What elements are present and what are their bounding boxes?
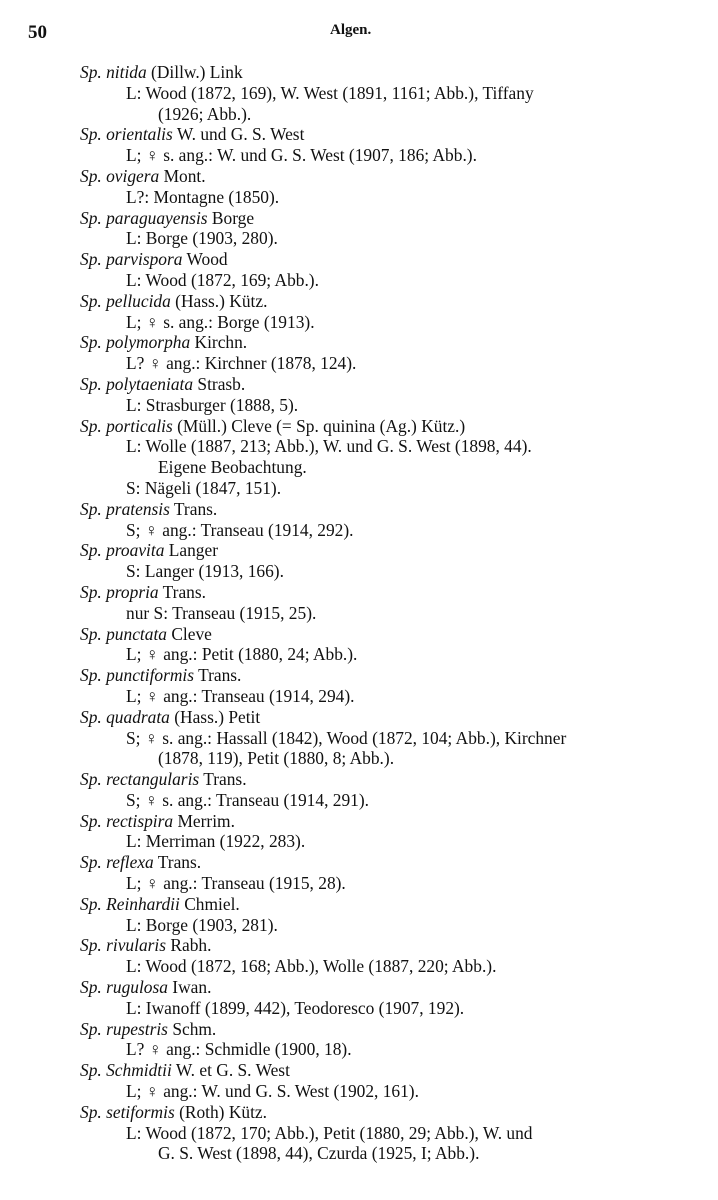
reference-line: G. S. West (1898, 44), Czurda (1925, I; Abb.).: [158, 1143, 480, 1164]
genus-abbreviation: Sp.: [80, 165, 102, 186]
species-entry: [80, 852, 690, 894]
species-authority: Wood: [182, 249, 228, 270]
reference-line: L; ♀ ang.: Petit (1880, 24; Abb.).: [126, 644, 358, 665]
species-name-line: [80, 62, 690, 83]
reference-line: L; ♀ s. ang.: Borge (1913).: [126, 311, 315, 332]
species-name-line: [80, 208, 690, 229]
genus-abbreviation: Sp.: [80, 769, 102, 790]
genus-abbreviation: Sp.: [80, 852, 102, 873]
genus-abbreviation: Sp.: [80, 540, 102, 561]
genus-abbreviation: Sp.: [80, 810, 102, 831]
genus-abbreviation: Sp.: [80, 415, 102, 436]
reference-line: S: Nägeli (1847, 151).: [126, 477, 282, 498]
reference-line: L; ♀ ang.: W. und G. S. West (1902, 161).: [126, 1081, 419, 1102]
species-epithet: punctiformis: [106, 665, 195, 686]
genus-abbreviation: Sp.: [80, 893, 102, 914]
species-entry: [80, 977, 690, 1019]
species-epithet: rectispira: [106, 810, 174, 831]
species-entry: [80, 1102, 690, 1164]
reference-line: S; ♀ s. ang.: Hassall (1842), Wood (1872, 104; Abb.), Kirchner: [126, 727, 567, 748]
page-number: 50: [28, 22, 47, 43]
species-authority: W. und G. S. West: [172, 124, 305, 145]
species-name-line: [80, 374, 690, 395]
reference-line: L: Wood (1872, 170; Abb.), Petit (1880, 29; Abb.), W. und: [126, 1122, 533, 1143]
species-name-line: [80, 499, 690, 520]
species-entry: [80, 1060, 690, 1102]
reference-line: L; ♀ ang.: Transeau (1915, 28).: [126, 873, 346, 894]
reference-line: L: Borge (1903, 281).: [126, 914, 278, 935]
reference-line: L: Wood (1872, 169), W. West (1891, 1161; Abb.), Tiffany: [126, 82, 534, 103]
species-entry: [80, 124, 690, 166]
reference-line: L? ♀ ang.: Schmidle (1900, 18).: [126, 1039, 352, 1060]
species-authority: Iwan.: [167, 977, 212, 998]
species-epithet: rupestris: [106, 1018, 168, 1039]
reference-line: S; ♀ ang.: Transeau (1914, 292).: [126, 519, 354, 540]
genus-abbreviation: Sp.: [80, 1060, 102, 1081]
species-authority: Strasb.: [193, 373, 246, 394]
species-epithet: reflexa: [106, 852, 154, 873]
genus-abbreviation: Sp.: [80, 373, 102, 394]
species-name-line: [80, 1060, 690, 1081]
species-authority: Mont.: [159, 165, 206, 186]
species-authority: Rabh.: [166, 935, 212, 956]
reference-line: L; ♀ s. ang.: W. und G. S. West (1907, 186; Abb.).: [126, 145, 477, 166]
genus-abbreviation: Sp.: [80, 332, 102, 353]
species-epithet: rugulosa: [106, 977, 168, 998]
species-authority: Cleve: [166, 623, 212, 644]
genus-abbreviation: Sp.: [80, 935, 102, 956]
species-authority: Kirchn.: [190, 332, 248, 353]
species-authority: Schm.: [167, 1018, 217, 1039]
species-name-line: [80, 332, 690, 353]
reference-line: L: Iwanoff (1899, 442), Teodoresco (1907, 192).: [126, 997, 465, 1018]
page-header: [0, 22, 718, 46]
species-name-line: [80, 1102, 690, 1123]
species-epithet: parvispora: [106, 249, 183, 270]
genus-abbreviation: Sp.: [80, 706, 102, 727]
species-authority: Trans.: [199, 769, 247, 790]
genus-abbreviation: Sp.: [80, 290, 102, 311]
species-name-line: [80, 811, 690, 832]
reference-line: (1926; Abb.).: [158, 103, 252, 124]
genus-abbreviation: Sp.: [80, 623, 102, 644]
species-name-line: [80, 166, 690, 187]
species-entry: [80, 208, 690, 250]
species-name-line: [80, 852, 690, 873]
species-entry: [80, 540, 690, 582]
species-epithet: polytaeniata: [106, 373, 194, 394]
species-epithet: setiformis: [106, 1101, 175, 1122]
species-name-line: [80, 769, 690, 790]
reference-line: L; ♀ ang.: Transeau (1914, 294).: [126, 685, 355, 706]
species-list: [80, 62, 690, 1164]
species-entry: [80, 707, 690, 769]
species-entry: [80, 332, 690, 374]
species-entry: [80, 935, 690, 977]
species-epithet: orientalis: [106, 124, 173, 145]
species-name-line: [80, 707, 690, 728]
species-epithet: Reinhardii: [106, 893, 180, 914]
genus-abbreviation: Sp.: [80, 124, 102, 145]
species-entry: [80, 62, 690, 124]
reference-line: L: Borge (1903, 280).: [126, 228, 278, 249]
species-authority: Trans.: [169, 498, 218, 519]
reference-line: L: Wolle (1887, 213; Abb.), W. und G. S. West (1898, 44).: [126, 436, 532, 457]
genus-abbreviation: Sp.: [80, 665, 102, 686]
genus-abbreviation: Sp.: [80, 249, 102, 270]
genus-abbreviation: Sp.: [80, 207, 102, 228]
species-entry: [80, 416, 690, 499]
reference-line: L: Wood (1872, 168; Abb.), Wolle (1887, 220; Abb.).: [126, 956, 497, 977]
reference-line: L: Merriman (1922, 283).: [126, 831, 306, 852]
species-entry: [80, 811, 690, 853]
reference-line: Eigene Beobachtung.: [158, 457, 307, 478]
genus-abbreviation: Sp.: [80, 977, 102, 998]
species-name-line: [80, 124, 690, 145]
species-name-line: [80, 665, 690, 686]
species-authority: Trans.: [153, 852, 202, 873]
genus-abbreviation: Sp.: [80, 1101, 102, 1122]
species-entry: [80, 894, 690, 936]
species-name-line: [80, 249, 690, 270]
species-entry: [80, 374, 690, 416]
species-authority: Langer: [164, 540, 218, 561]
species-epithet: pratensis: [106, 498, 170, 519]
genus-abbreviation: Sp.: [80, 1018, 102, 1039]
reference-line: S: Langer (1913, 166).: [126, 561, 284, 582]
species-epithet: propria: [106, 581, 159, 602]
reference-line: L?: Montagne (1850).: [126, 186, 280, 207]
species-authority: Trans.: [194, 665, 242, 686]
species-name-line: [80, 977, 690, 998]
species-epithet: ovigera: [106, 165, 160, 186]
species-name-line: [80, 624, 690, 645]
genus-abbreviation: Sp.: [80, 498, 102, 519]
species-entry: [80, 769, 690, 811]
species-epithet: Schmidtii: [106, 1060, 172, 1081]
reference-line: L: Strasburger (1888, 5).: [126, 394, 299, 415]
species-name-line: [80, 582, 690, 603]
species-name-line: [80, 540, 690, 561]
species-authority: Trans.: [158, 581, 206, 602]
reference-line: L: Wood (1872, 169; Abb.).: [126, 269, 319, 290]
species-epithet: proavita: [106, 540, 165, 561]
species-entry: [80, 582, 690, 624]
species-authority: (Müll.) Cleve (= Sp. quinina (Ag.) Kütz.): [172, 415, 466, 436]
reference-line: L? ♀ ang.: Kirchner (1878, 124).: [126, 353, 357, 374]
species-entry: [80, 166, 690, 208]
genus-abbreviation: Sp.: [80, 62, 102, 82]
species-epithet: rivularis: [106, 935, 167, 956]
species-authority: (Hass.) Kütz.: [170, 290, 268, 311]
species-epithet: quadrata: [106, 706, 170, 727]
species-epithet: rectangularis: [106, 769, 200, 790]
species-entry: [80, 665, 690, 707]
species-entry: [80, 499, 690, 541]
species-entry: [80, 249, 690, 291]
species-authority: Merrim.: [173, 810, 235, 831]
species-name-line: [80, 291, 690, 312]
genus-abbreviation: Sp.: [80, 581, 102, 602]
reference-line: (1878, 119), Petit (1880, 8; Abb.).: [158, 748, 395, 769]
species-name-line: [80, 1019, 690, 1040]
reference-line: nur S: Transeau (1915, 25).: [126, 602, 317, 623]
species-authority: Borge: [207, 207, 255, 228]
species-entry: [80, 624, 690, 666]
species-name-line: [80, 935, 690, 956]
species-authority: Chmiel.: [179, 893, 240, 914]
species-authority: (Hass.) Petit: [169, 706, 261, 727]
species-entry: [80, 1019, 690, 1061]
species-authority: (Roth) Kütz.: [174, 1101, 267, 1122]
species-epithet: pellucida: [106, 290, 171, 311]
species-authority: W. et G. S. West: [171, 1060, 290, 1081]
species-epithet: polymorpha: [106, 332, 191, 353]
species-name-line: [80, 894, 690, 915]
species-epithet: nitida: [106, 62, 147, 82]
species-epithet: punctata: [106, 623, 167, 644]
reference-line: S; ♀ s. ang.: Transeau (1914, 291).: [126, 789, 369, 810]
species-name-line: [80, 416, 690, 437]
species-epithet: paraguayensis: [106, 207, 208, 228]
species-authority: (Dillw.) Link: [146, 62, 243, 82]
species-epithet: porticalis: [106, 415, 173, 436]
species-entry: [80, 291, 690, 333]
running-head: Algen.: [330, 22, 372, 38]
